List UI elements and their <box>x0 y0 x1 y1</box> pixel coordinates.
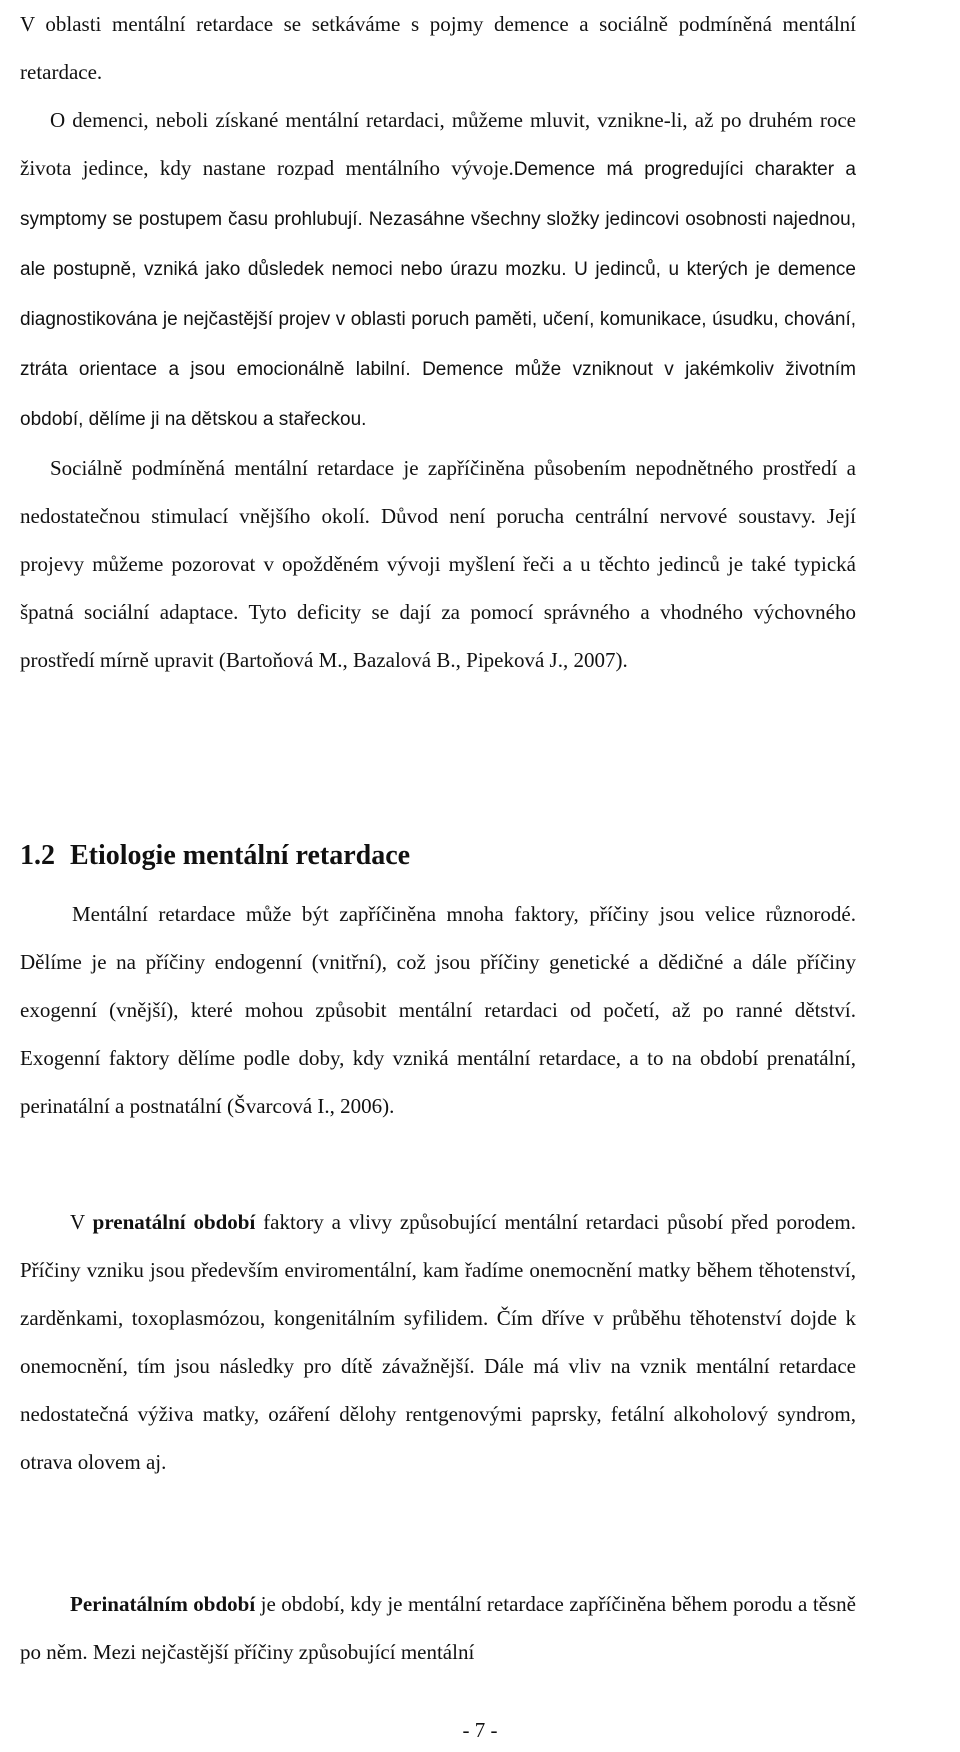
paragraph-etiology-text: Mentální retardace může být zapříčiněna mnoha faktory, příčiny jsou velice různorodé. Dělíme je na příčiny endogenní (vnitřní), což jsou příčiny genetické a dědičné a dále příčiny exogenní (vnější), které mohou způsobit mentální retardaci od početí, až po ranné dětství. Exogenní faktory dělíme podle doby, kdy vzniká mentální retardace, a to na období prenatální, perinatální a postnatální (Švarcová I., 2006). <box>20 902 856 1118</box>
heading-number: 1.2 <box>20 840 55 871</box>
sentence-dementia-progression: Demence má progredujíci charakter a symptomy se postupem času prohlubují. Nezasáhne všechny složky jedincovi osobnosti najednou, ale postupně, vzniká jako důsledek nemoci nebo úrazu mozku. U jedinců, u kterých je demence diagnostikována je nejčastější projev v oblasti poruch paměti, učení, komunikace, úsudku, chování, ztráta orientace a jsou emocionálně labilní. Demence může vzniknout v jakémkoliv životním období, dělíme ji na dětskou a stařeckou. <box>20 159 856 430</box>
paragraph-prenatal <box>20 1198 856 1486</box>
sentence-intro: V oblasti mentální retardace se setkáváme s pojmy demence a sociálně podmíněná mentální retardace. <box>20 12 856 84</box>
perinatal-term: Perinatálním období <box>70 1592 256 1616</box>
paragraph-perinatal <box>20 1580 856 1676</box>
prenatal-text: faktory a vlivy způsobující mentální retardaci působí před porodem. Příčiny vzniku jsou především enviromentální, kam řadíme onemocnění matky během těhotenství, zarděnkami, toxoplasmózou, kongenitálním syfilidem. Čím dříve v průběhu těhotenství dojde k onemocnění, tím jsou následky pro dítě závažnější. Dále má vliv na vznik mentální retardace nedostatečná výživa matky, ozáření dělohy rentgenovými paprsky, fetální alkoholový syndrom, otrava olovem aj. <box>20 1210 856 1474</box>
prenatal-term: prenatální období <box>92 1210 256 1234</box>
sentence-social-retardation: Sociálně podmíněná mentální retardace je zapříčiněna působením nepodnětného prostředí a nedostatečnou stimulací vnějšího okolí. Důvod není porucha centrální nervové soustavy. Její projevy můžeme pozorovat v opožděném vývoji myšlení řeči a u těchto jedinců je také typická špatná sociální adaptace. Tyto deficity se dají za pomocí správného a vhodného výchovného prostředí mírně upravit (Bartoňová M., Bazalová B., Pipeková J., 2007). <box>20 456 856 672</box>
page-number: - 7 - <box>462 1718 498 1742</box>
section-heading <box>20 836 856 876</box>
sentence-dementia-definition: O demenci, neboli získané mentální retardaci, můžeme mluvit, vznikne-li, až po druhém roce života jedince, kdy nastane rozpad mentálního vývoje. <box>20 108 856 180</box>
perinatal-text: je období, kdy je mentální retardace zapříčiněna během porodu a těsně po něm. Mezi nejčastější příčiny způsobující mentální <box>20 1592 856 1664</box>
paragraph-etiology <box>20 890 856 1130</box>
prenatal-lead: V <box>70 1210 93 1234</box>
paragraph-dementia <box>20 0 856 684</box>
heading-title: Etiologie mentální retardace <box>70 840 411 871</box>
